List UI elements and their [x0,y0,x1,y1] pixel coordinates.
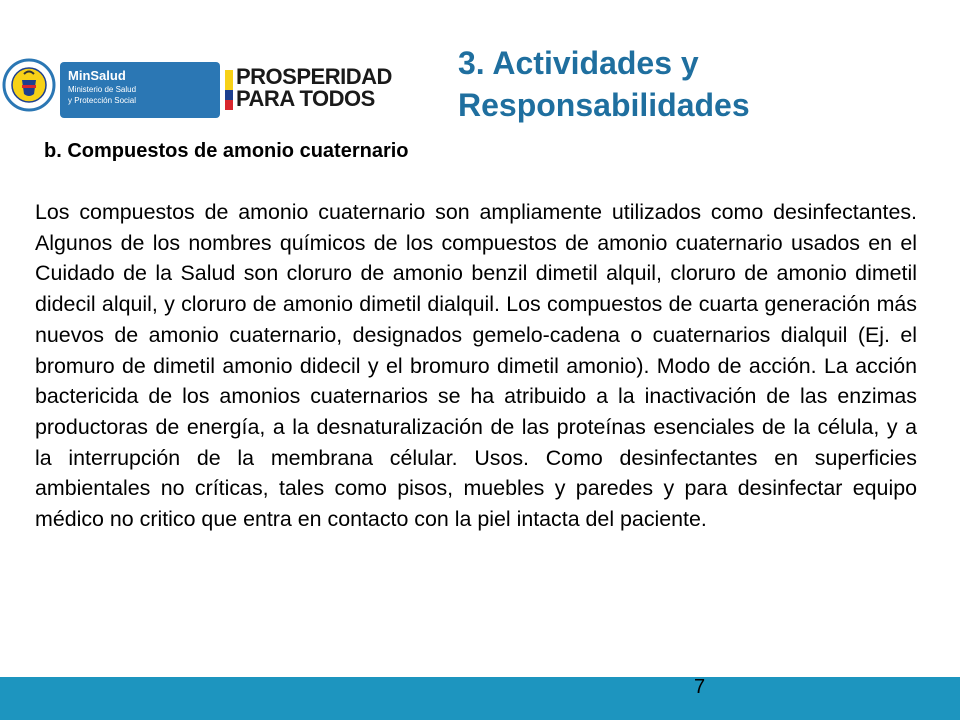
prosperidad-logo [236,66,392,110]
colombia-flag-icon [225,70,233,110]
minsalud-logo [60,62,220,118]
header-logos [0,48,420,128]
minsalud-logo-title: MinSalud [68,68,126,83]
prosperidad-logo-line1: PROSPERIDAD [236,64,392,89]
section-subtitle: b. Compuestos de amonio cuaternario [44,140,409,162]
slide-title [458,42,938,126]
slide-title-line2: Responsabilidades [458,87,750,123]
prosperidad-logo-line2: PARA TODOS [236,86,375,111]
slide-title-line1: 3. Actividades y [458,45,699,81]
minsalud-logo-subtitle-2: y Protección Social [68,96,137,105]
page-number: 7 [694,676,706,698]
footer-bar [0,677,960,720]
colombia-seal-icon [2,58,56,112]
minsalud-logo-subtitle: Ministerio de Salud [68,85,137,94]
body-paragraph: Los compuestos de amonio cuaternario son ampliamente utilizados como desinfectantes. Algunos de los nombres químicos de los compuestos de amonio cuaternario usados en el Cuidado de la Salud son cloruro de amonio benzil dimetil alquil, cloruro de amonio dimetil didecil alquil, y cloruro de amonio dimetil dialquil. Los compuestos de cuarta generación más nuevos de amonio cuaternario, designados gemelo-cadena o cuaternarios dialquil (Ej. el bromuro de dimetil amonio didecil y el bromuro dimetil amonio). Modo de acción. La acción bactericida de los amonios cuaternarios se ha atribuido a la inactivación de las enzimas productoras de energía, a la desnaturalización de las proteínas esenciales de la célula, y a la interrupción de la membrana célular. Usos. Como desinfectantes en superficies ambientales no críticas, tales como pisos, muebles y paredes y para desinfectar equipo médico no critico que entra en contacto con la piel intacta del paciente. [35,200,917,532]
